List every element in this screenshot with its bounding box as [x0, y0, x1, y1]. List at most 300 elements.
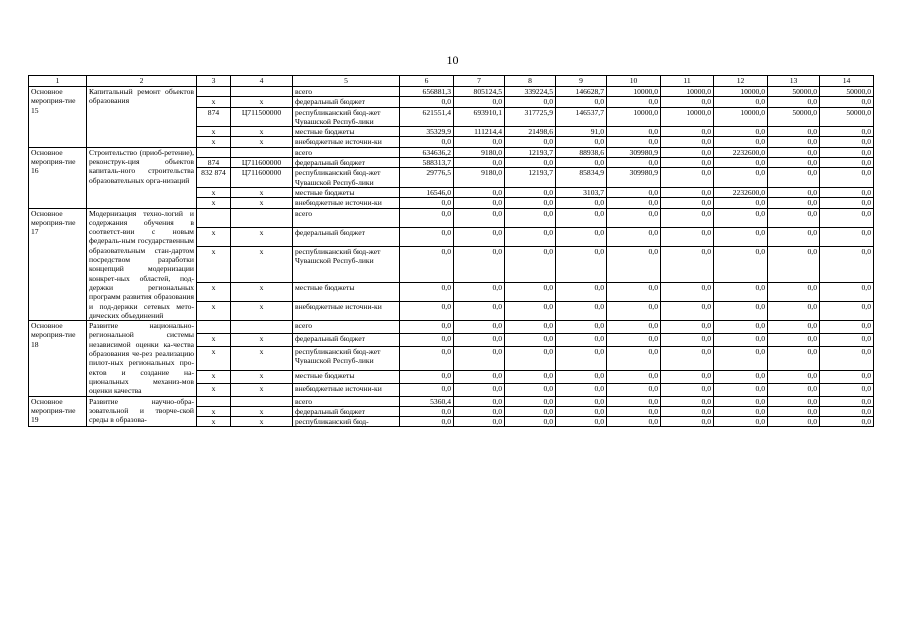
amount-cell: 50000,0: [768, 87, 820, 97]
budget-code: х: [231, 370, 293, 383]
amount-cell: 0,0: [820, 302, 874, 321]
amount-cell: 0,0: [454, 302, 505, 321]
ministry-code: х: [197, 406, 231, 416]
funding-source: внебюджетные источни-ки: [293, 383, 400, 396]
amount-cell: 0,0: [820, 321, 874, 334]
column-number-header: 9: [556, 76, 607, 87]
amount-cell: 0,0: [454, 198, 505, 208]
amount-cell: 0,0: [768, 417, 820, 427]
budget-code: х: [231, 346, 293, 370]
amount-cell: 0,0: [714, 333, 768, 346]
amount-cell: 0,0: [607, 417, 661, 427]
amount-cell: 0,0: [400, 227, 454, 246]
amount-cell: 0,0: [820, 383, 874, 396]
amount-cell: 0,0: [820, 370, 874, 383]
amount-cell: 0,0: [768, 302, 820, 321]
amount-cell: 0,0: [607, 97, 661, 107]
amount-cell: 0,0: [820, 198, 874, 208]
amount-cell: 0,0: [714, 227, 768, 246]
header-row: [29, 76, 874, 87]
amount-cell: 0,0: [505, 158, 556, 168]
amount-cell: 5360,4: [400, 396, 454, 406]
ministry-code: х: [197, 137, 231, 147]
amount-cell: 0,0: [820, 147, 874, 157]
amount-cell: 0,0: [556, 417, 607, 427]
budget-code: х: [231, 227, 293, 246]
activity-name: Основное мероприя-тие 16: [29, 147, 87, 208]
column-number-header: 1: [29, 76, 87, 87]
amount-cell: 0,0: [661, 187, 714, 197]
amount-cell: 0,0: [768, 158, 820, 168]
amount-cell: 309980,9: [607, 147, 661, 157]
amount-cell: 0,0: [454, 396, 505, 406]
amount-cell: 0,0: [607, 127, 661, 137]
amount-cell: 0,0: [607, 208, 661, 227]
ministry-code: х: [197, 346, 231, 370]
amount-cell: 146537,7: [556, 107, 607, 127]
budget-code: х: [231, 97, 293, 107]
amount-cell: 0,0: [768, 168, 820, 188]
table-row: [29, 321, 874, 334]
ministry-code: х: [197, 97, 231, 107]
amount-cell: 0,0: [661, 137, 714, 147]
amount-cell: 693910,1: [454, 107, 505, 127]
activity-name: Основное мероприя-тие 15: [29, 87, 87, 148]
amount-cell: 0,0: [505, 302, 556, 321]
amount-cell: 0,0: [661, 246, 714, 282]
ministry-code: [197, 147, 231, 157]
amount-cell: 0,0: [505, 333, 556, 346]
funding-source: республиканский бюд-жет Чувашской Респуб-лики: [293, 168, 400, 188]
amount-cell: 0,0: [661, 208, 714, 227]
amount-cell: 0,0: [454, 333, 505, 346]
funding-source: внебюджетные источни-ки: [293, 302, 400, 321]
amount-cell: 339224,5: [505, 87, 556, 97]
amount-cell: 10000,0: [661, 87, 714, 97]
funding-source: внебюджетные источни-ки: [293, 137, 400, 147]
amount-cell: 0,0: [505, 246, 556, 282]
amount-cell: 0,0: [400, 346, 454, 370]
ministry-code: х: [197, 417, 231, 427]
amount-cell: 0,0: [556, 246, 607, 282]
amount-cell: 0,0: [454, 383, 505, 396]
amount-cell: 29776,5: [400, 168, 454, 188]
amount-cell: 0,0: [661, 333, 714, 346]
page-number: 10: [446, 53, 459, 67]
amount-cell: 0,0: [607, 282, 661, 301]
amount-cell: 0,0: [820, 168, 874, 188]
column-number-header: 5: [293, 76, 400, 87]
funding-source: местные бюджеты: [293, 282, 400, 301]
funding-source: республиканский бюд-жет Чувашской Респуб-лики: [293, 107, 400, 127]
amount-cell: 111214,4: [454, 127, 505, 137]
budget-code: х: [231, 383, 293, 396]
amount-cell: 0,0: [820, 187, 874, 197]
amount-cell: 0,0: [768, 147, 820, 157]
activity-name: Основное мероприя-тие 18: [29, 321, 87, 396]
amount-cell: 0,0: [607, 321, 661, 334]
amount-cell: 0,0: [768, 187, 820, 197]
amount-cell: 0,0: [661, 406, 714, 416]
amount-cell: 0,0: [400, 321, 454, 334]
ministry-code: [197, 87, 231, 97]
amount-cell: 0,0: [820, 137, 874, 147]
amount-cell: 0,0: [661, 282, 714, 301]
amount-cell: 0,0: [556, 302, 607, 321]
ministry-code: х: [197, 333, 231, 346]
amount-cell: 0,0: [607, 137, 661, 147]
amount-cell: 0,0: [714, 417, 768, 427]
amount-cell: 0,0: [768, 97, 820, 107]
ministry-code: х: [197, 127, 231, 137]
amount-cell: 0,0: [400, 208, 454, 227]
activity-description: Капитальный ремонт объектов образования: [87, 87, 197, 148]
budget-code: [231, 87, 293, 97]
budget-code: [231, 321, 293, 334]
amount-cell: 0,0: [714, 346, 768, 370]
amount-cell: 317725,9: [505, 107, 556, 127]
ministry-code: х: [197, 282, 231, 301]
amount-cell: 0,0: [400, 137, 454, 147]
ministry-code: х: [197, 302, 231, 321]
activity-description: Модернизация техно-логий и содержания обучения в соответст-вии с новым федераль-ным государственным образовательным стан-дартом посредством разработки концепций модернизации конкрет-ных областей, под-держки региональных программ развития образования и под-держки сетевых мето-дических объединений: [87, 208, 197, 321]
amount-cell: 0,0: [556, 137, 607, 147]
amount-cell: 0,0: [607, 346, 661, 370]
amount-cell: 656881,3: [400, 87, 454, 97]
amount-cell: 0,0: [820, 246, 874, 282]
amount-cell: 0,0: [714, 198, 768, 208]
amount-cell: 0,0: [454, 370, 505, 383]
amount-cell: 805124,5: [454, 87, 505, 97]
column-number-header: 7: [454, 76, 505, 87]
ministry-code: х: [197, 246, 231, 282]
budget-code: [231, 396, 293, 406]
ministry-code: 874: [197, 158, 231, 168]
amount-cell: 146628,7: [556, 87, 607, 97]
amount-cell: 0,0: [661, 321, 714, 334]
amount-cell: 0,0: [454, 417, 505, 427]
amount-cell: 0,0: [607, 370, 661, 383]
amount-cell: 634636,2: [400, 147, 454, 157]
funding-source: местные бюджеты: [293, 370, 400, 383]
funding-source: федеральный бюджет: [293, 406, 400, 416]
amount-cell: 0,0: [820, 208, 874, 227]
ministry-code: х: [197, 227, 231, 246]
amount-cell: 0,0: [400, 198, 454, 208]
amount-cell: 0,0: [556, 333, 607, 346]
amount-cell: 0,0: [820, 417, 874, 427]
amount-cell: 10000,0: [607, 87, 661, 97]
funding-source: федеральный бюджет: [293, 158, 400, 168]
funding-source: местные бюджеты: [293, 187, 400, 197]
ministry-code: х: [197, 383, 231, 396]
funding-source: федеральный бюджет: [293, 333, 400, 346]
budget-code: х: [231, 246, 293, 282]
budget-table: [28, 75, 874, 427]
amount-cell: 0,0: [714, 321, 768, 334]
amount-cell: 0,0: [714, 208, 768, 227]
amount-cell: 0,0: [607, 158, 661, 168]
table-row: [29, 87, 874, 97]
funding-source: всего: [293, 147, 400, 157]
amount-cell: 0,0: [454, 406, 505, 416]
amount-cell: 0,0: [400, 417, 454, 427]
amount-cell: 0,0: [714, 97, 768, 107]
amount-cell: 0,0: [661, 227, 714, 246]
amount-cell: 0,0: [400, 383, 454, 396]
funding-source: всего: [293, 396, 400, 406]
amount-cell: 50000,0: [820, 107, 874, 127]
amount-cell: 0,0: [820, 227, 874, 246]
amount-cell: 0,0: [556, 208, 607, 227]
amount-cell: 0,0: [556, 383, 607, 396]
amount-cell: 0,0: [820, 97, 874, 107]
amount-cell: 0,0: [400, 282, 454, 301]
budget-code: х: [231, 187, 293, 197]
amount-cell: 0,0: [607, 302, 661, 321]
amount-cell: 0,0: [661, 346, 714, 370]
amount-cell: 0,0: [661, 396, 714, 406]
budget-code: х: [231, 302, 293, 321]
ministry-code: х: [197, 198, 231, 208]
amount-cell: 0,0: [768, 137, 820, 147]
funding-source: федеральный бюджет: [293, 97, 400, 107]
amount-cell: 0,0: [556, 346, 607, 370]
funding-source: внебюджетные источни-ки: [293, 198, 400, 208]
column-number-header: 11: [661, 76, 714, 87]
amount-cell: 0,0: [556, 370, 607, 383]
ministry-code: 874: [197, 107, 231, 127]
amount-cell: 85834,9: [556, 168, 607, 188]
amount-cell: 3103,7: [556, 187, 607, 197]
amount-cell: 0,0: [714, 282, 768, 301]
amount-cell: 0,0: [505, 417, 556, 427]
budget-code: х: [231, 333, 293, 346]
ministry-code: [197, 208, 231, 227]
column-number-header: 10: [607, 76, 661, 87]
amount-cell: 0,0: [661, 370, 714, 383]
amount-cell: 621551,4: [400, 107, 454, 127]
amount-cell: 0,0: [661, 147, 714, 157]
amount-cell: 0,0: [607, 227, 661, 246]
amount-cell: 0,0: [661, 168, 714, 188]
table-row: [29, 147, 874, 157]
budget-code: Ц711500000: [231, 107, 293, 127]
amount-cell: 0,0: [768, 127, 820, 137]
funding-source: местные бюджеты: [293, 127, 400, 137]
amount-cell: 0,0: [400, 406, 454, 416]
ministry-code: [197, 396, 231, 406]
amount-cell: 2232600,0: [714, 187, 768, 197]
amount-cell: 0,0: [714, 370, 768, 383]
amount-cell: 0,0: [607, 198, 661, 208]
amount-cell: 10000,0: [714, 87, 768, 97]
amount-cell: 0,0: [768, 383, 820, 396]
amount-cell: 0,0: [820, 127, 874, 137]
amount-cell: 0,0: [820, 406, 874, 416]
amount-cell: 0,0: [661, 302, 714, 321]
amount-cell: 0,0: [714, 396, 768, 406]
amount-cell: 0,0: [768, 346, 820, 370]
amount-cell: 16546,0: [400, 187, 454, 197]
column-number-header: 6: [400, 76, 454, 87]
amount-cell: 0,0: [768, 282, 820, 301]
amount-cell: 0,0: [607, 406, 661, 416]
amount-cell: 0,0: [505, 370, 556, 383]
amount-cell: 0,0: [556, 396, 607, 406]
amount-cell: 0,0: [505, 383, 556, 396]
amount-cell: 0,0: [400, 302, 454, 321]
amount-cell: 309980,9: [607, 168, 661, 188]
budget-code: х: [231, 198, 293, 208]
amount-cell: 50000,0: [820, 87, 874, 97]
amount-cell: 0,0: [556, 227, 607, 246]
amount-cell: 91,0: [556, 127, 607, 137]
ministry-code: 832 874: [197, 168, 231, 188]
amount-cell: 35329,9: [400, 127, 454, 137]
amount-cell: 0,0: [454, 158, 505, 168]
amount-cell: 0,0: [505, 208, 556, 227]
amount-cell: 0,0: [661, 198, 714, 208]
amount-cell: 0,0: [400, 97, 454, 107]
amount-cell: 0,0: [556, 321, 607, 334]
amount-cell: 0,0: [661, 158, 714, 168]
activity-name: Основное мероприя-тие 17: [29, 208, 87, 321]
amount-cell: 0,0: [454, 187, 505, 197]
amount-cell: 0,0: [454, 246, 505, 282]
amount-cell: 0,0: [505, 187, 556, 197]
amount-cell: 0,0: [820, 333, 874, 346]
amount-cell: 0,0: [768, 321, 820, 334]
activity-description: Строительство (приоб-ретение), реконструк-ция объектов капиталь-ного строительства образовательных орга-низаций: [87, 147, 197, 208]
amount-cell: 0,0: [607, 333, 661, 346]
amount-cell: 0,0: [714, 158, 768, 168]
budget-code: [231, 208, 293, 227]
amount-cell: 0,0: [714, 406, 768, 416]
funding-source: республиканский бюд-жет Чувашской Респуб-лики: [293, 246, 400, 282]
budget-code: х: [231, 137, 293, 147]
amount-cell: 0,0: [505, 227, 556, 246]
funding-source: всего: [293, 321, 400, 334]
amount-cell: 0,0: [454, 321, 505, 334]
budget-code: х: [231, 417, 293, 427]
amount-cell: 0,0: [505, 396, 556, 406]
funding-source: всего: [293, 208, 400, 227]
amount-cell: 0,0: [454, 227, 505, 246]
budget-code: х: [231, 282, 293, 301]
amount-cell: 50000,0: [768, 107, 820, 127]
amount-cell: 0,0: [768, 208, 820, 227]
amount-cell: 0,0: [556, 198, 607, 208]
column-number-header: 2: [87, 76, 197, 87]
table-row: [29, 396, 874, 406]
amount-cell: 10000,0: [661, 107, 714, 127]
amount-cell: 0,0: [714, 383, 768, 396]
amount-cell: 88938,6: [556, 147, 607, 157]
funding-source: республиканский бюд-: [293, 417, 400, 427]
amount-cell: 0,0: [556, 97, 607, 107]
column-number-header: 12: [714, 76, 768, 87]
table-row: [29, 208, 874, 227]
amount-cell: 0,0: [454, 282, 505, 301]
budget-code: Ц711600000: [231, 168, 293, 188]
amount-cell: 21498,6: [505, 127, 556, 137]
amount-cell: 10000,0: [714, 107, 768, 127]
funding-source: федеральный бюджет: [293, 227, 400, 246]
amount-cell: 0,0: [556, 282, 607, 301]
column-number-header: 8: [505, 76, 556, 87]
budget-code: х: [231, 127, 293, 137]
amount-cell: 0,0: [505, 406, 556, 416]
amount-cell: 0,0: [820, 396, 874, 406]
amount-cell: 0,0: [820, 346, 874, 370]
amount-cell: 0,0: [820, 158, 874, 168]
amount-cell: 0,0: [768, 406, 820, 416]
funding-source: республиканский бюд-жет Чувашской Респуб-лики: [293, 346, 400, 370]
amount-cell: 9180,0: [454, 168, 505, 188]
amount-cell: 0,0: [556, 406, 607, 416]
amount-cell: 0,0: [768, 333, 820, 346]
amount-cell: 2232600,0: [714, 147, 768, 157]
amount-cell: 0,0: [454, 97, 505, 107]
amount-cell: 0,0: [661, 97, 714, 107]
amount-cell: 0,0: [768, 396, 820, 406]
amount-cell: 0,0: [661, 417, 714, 427]
amount-cell: 0,0: [820, 282, 874, 301]
budget-code: Ц711600000: [231, 158, 293, 168]
amount-cell: 9180,0: [454, 147, 505, 157]
amount-cell: 0,0: [607, 246, 661, 282]
amount-cell: 0,0: [714, 246, 768, 282]
ministry-code: [197, 321, 231, 334]
budget-code: х: [231, 406, 293, 416]
amount-cell: 0,0: [607, 187, 661, 197]
amount-cell: 0,0: [400, 246, 454, 282]
amount-cell: 0,0: [661, 127, 714, 137]
amount-cell: 588313,7: [400, 158, 454, 168]
amount-cell: 0,0: [505, 198, 556, 208]
amount-cell: 0,0: [505, 321, 556, 334]
amount-cell: 12193,7: [505, 147, 556, 157]
amount-cell: 0,0: [768, 227, 820, 246]
amount-cell: 0,0: [714, 302, 768, 321]
amount-cell: 0,0: [768, 246, 820, 282]
amount-cell: 0,0: [607, 396, 661, 406]
amount-cell: 0,0: [505, 137, 556, 147]
amount-cell: 0,0: [714, 168, 768, 188]
amount-cell: 0,0: [505, 346, 556, 370]
ministry-code: х: [197, 370, 231, 383]
amount-cell: 0,0: [607, 383, 661, 396]
amount-cell: 0,0: [400, 370, 454, 383]
column-number-header: 4: [231, 76, 293, 87]
ministry-code: х: [197, 187, 231, 197]
amount-cell: 0,0: [400, 333, 454, 346]
amount-cell: 0,0: [454, 208, 505, 227]
amount-cell: 0,0: [556, 158, 607, 168]
amount-cell: 0,0: [505, 97, 556, 107]
amount-cell: 12193,7: [505, 168, 556, 188]
amount-cell: 0,0: [454, 346, 505, 370]
amount-cell: 0,0: [714, 127, 768, 137]
budget-code: [231, 147, 293, 157]
amount-cell: 0,0: [768, 370, 820, 383]
amount-cell: 10000,0: [607, 107, 661, 127]
column-number-header: 3: [197, 76, 231, 87]
activity-description: Развитие национально-региональной системы независимой оценки ка-чества образования че-рез реализацию пилот-ных региональных про-ектов и создание на-циональных механиз-мов оценки качества: [87, 321, 197, 396]
funding-source: всего: [293, 87, 400, 97]
column-number-header: 14: [820, 76, 874, 87]
